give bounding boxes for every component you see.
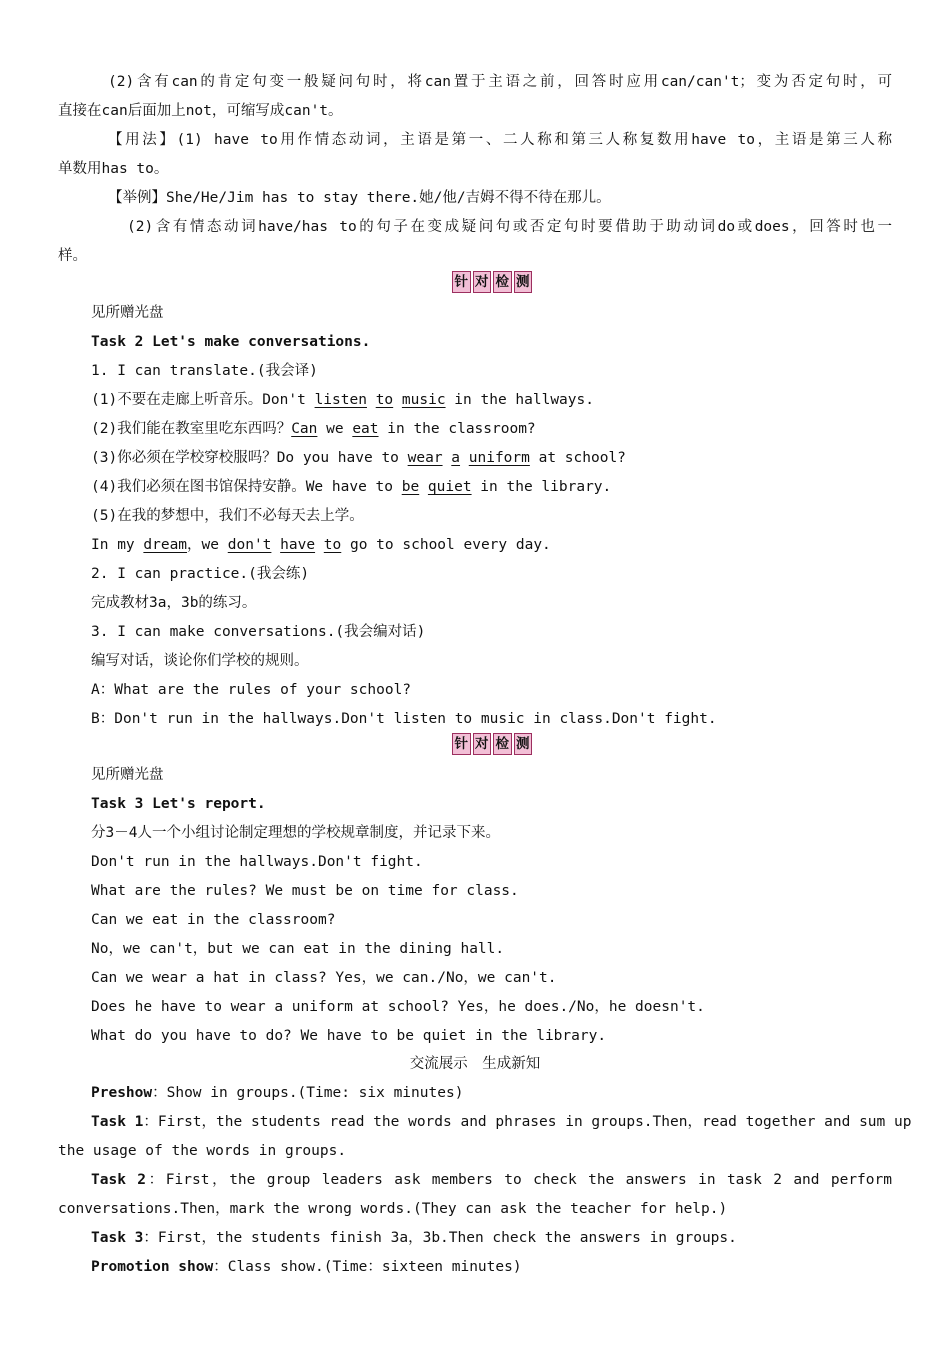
conversation-instruction: 编写对话，谈论你们学校的规则。 — [91, 653, 309, 669]
banner-char: 检 — [493, 271, 512, 293]
task2-subheading-conversations: 3. I can make conversations.(我会编对话) — [91, 624, 426, 640]
answer-blank: wear — [407, 450, 443, 466]
example-note: 【举例】She/He/Jim has to stay there.她/他/吉姆不得不待在那儿。 — [108, 190, 611, 206]
task3-instruction: 分3－4人一个小组讨论制定理想的学校规章制度，并记录下来。 — [91, 825, 500, 841]
report-line: Does he have to wear a uniform at school? Yes，he does./No，he doesn't. — [91, 999, 705, 1015]
grammar-note-can-line2: 直接在can后面加上not，可缩写成can't。 — [58, 103, 343, 119]
task2-subheading-translate: 1. I can translate.(我会译) — [91, 363, 318, 379]
section-heading: 交流展示 生成新知 — [409, 1056, 541, 1072]
banner-char: 针 — [452, 733, 471, 755]
answer-blank: to — [375, 392, 394, 408]
banner-char: 对 — [473, 271, 492, 293]
banner-char: 测 — [514, 271, 533, 293]
answer-blank: to — [323, 537, 342, 553]
see-disc-note: 见所赠光盘 — [91, 767, 164, 783]
show-task2-line2: conversations.Then，mark the wrong words.(They can ask the teacher for help.) — [58, 1201, 728, 1217]
banner-char: 检 — [493, 733, 512, 755]
banner-char: 对 — [473, 733, 492, 755]
answer-blank: Can — [291, 421, 318, 437]
grammar-note-have-to-line2: 样。 — [58, 248, 87, 264]
answer-blank: don't — [227, 537, 272, 553]
translate-item-4: (4)我们必须在图书馆保持安静。We have to be quiet in the library. — [91, 479, 612, 495]
show-task1-line2: the usage of the words in groups. — [58, 1143, 347, 1159]
usage-note-line2: 单数用has to。 — [58, 161, 169, 177]
task2-title: Task 2 Let's make conversations. — [91, 334, 371, 350]
translate-item-1: (1)不要在走廊上听音乐。Don't listen to music in the hallways. — [91, 392, 594, 408]
answer-blank: music — [401, 392, 446, 408]
report-line: Don't run in the hallways.Don't fight. — [91, 854, 423, 870]
report-line: What do you have to do? We have to be quiet in the library. — [91, 1028, 607, 1044]
translate-item-5: (5)在我的梦想中，我们不必每天去上学。 — [91, 508, 364, 524]
conversation-line-a: A：What are the rules of your school? — [91, 682, 412, 698]
promotion-show-line: Promotion show：Class show.(Time：sixteen minutes) — [91, 1259, 522, 1275]
answer-blank: uniform — [468, 450, 530, 466]
translate-item-3: (3)你必须在学校穿校服吗？Do you have to wear a uniform at school? — [91, 450, 626, 466]
preshow-line: Preshow：Show in groups.(Time: six minutes) — [91, 1085, 464, 1101]
report-line: No，we can't，but we can eat in the dining hall. — [91, 941, 505, 957]
show-task3-line: Task 3：First，the students finish 3a，3b.Then check the answers in groups. — [91, 1230, 737, 1246]
answer-blank: be — [401, 479, 420, 495]
answer-blank: eat — [352, 421, 379, 437]
task3-title: Task 3 Let's report. — [91, 796, 266, 812]
banner-char: 测 — [514, 733, 533, 755]
report-line: Can we eat in the classroom? — [91, 912, 336, 928]
report-line: Can we wear a hat in class? Yes，we can./No，we can't. — [91, 970, 557, 986]
answer-blank: listen — [314, 392, 367, 408]
report-line: What are the rules? We must be on time for class. — [91, 883, 519, 899]
show-task2-line1: Task 2：First，the group leaders ask members to check the answers in task 2 and perform — [91, 1172, 892, 1188]
answer-blank: have — [280, 537, 316, 553]
answer-blank: quiet — [427, 479, 472, 495]
targeted-check-banner — [452, 271, 532, 293]
translate-item-2: (2)我们能在教室里吃东西吗？Can we eat in the classroom? — [91, 421, 536, 437]
targeted-check-banner — [452, 733, 532, 755]
conversation-line-b: B：Don't run in the hallways.Don't listen to music in class.Don't fight. — [91, 711, 717, 727]
translate-item-5-answer: In my dream，we don't have to go to school every day. — [91, 537, 551, 553]
grammar-note-can-line1: (2)含有can的肯定句变一般疑问句时，将can置于主语之前，回答时应用can/can't；变为否定句时，可 — [108, 74, 892, 90]
grammar-note-have-to-line1: (2)含有情态动词have/has to的句子在变成疑问句或否定句时要借助于助动词do或does，回答时也一 — [127, 219, 892, 235]
answer-blank: dream — [143, 537, 188, 553]
practice-instruction: 完成教材3a，3b的练习。 — [91, 595, 257, 611]
answer-blank: a — [451, 450, 461, 466]
see-disc-note: 见所赠光盘 — [91, 305, 164, 321]
banner-char: 针 — [452, 271, 471, 293]
usage-note-line1: 【用法】(1) have to用作情态动词，主语是第一、二人称和第三人称复数用have to，主语是第三人称 — [108, 132, 892, 148]
task2-subheading-practice: 2. I can practice.(我会练) — [91, 566, 310, 582]
show-task1-line1: Task 1：First，the students read the words and phrases in groups.Then，read together and sum up — [91, 1114, 912, 1130]
